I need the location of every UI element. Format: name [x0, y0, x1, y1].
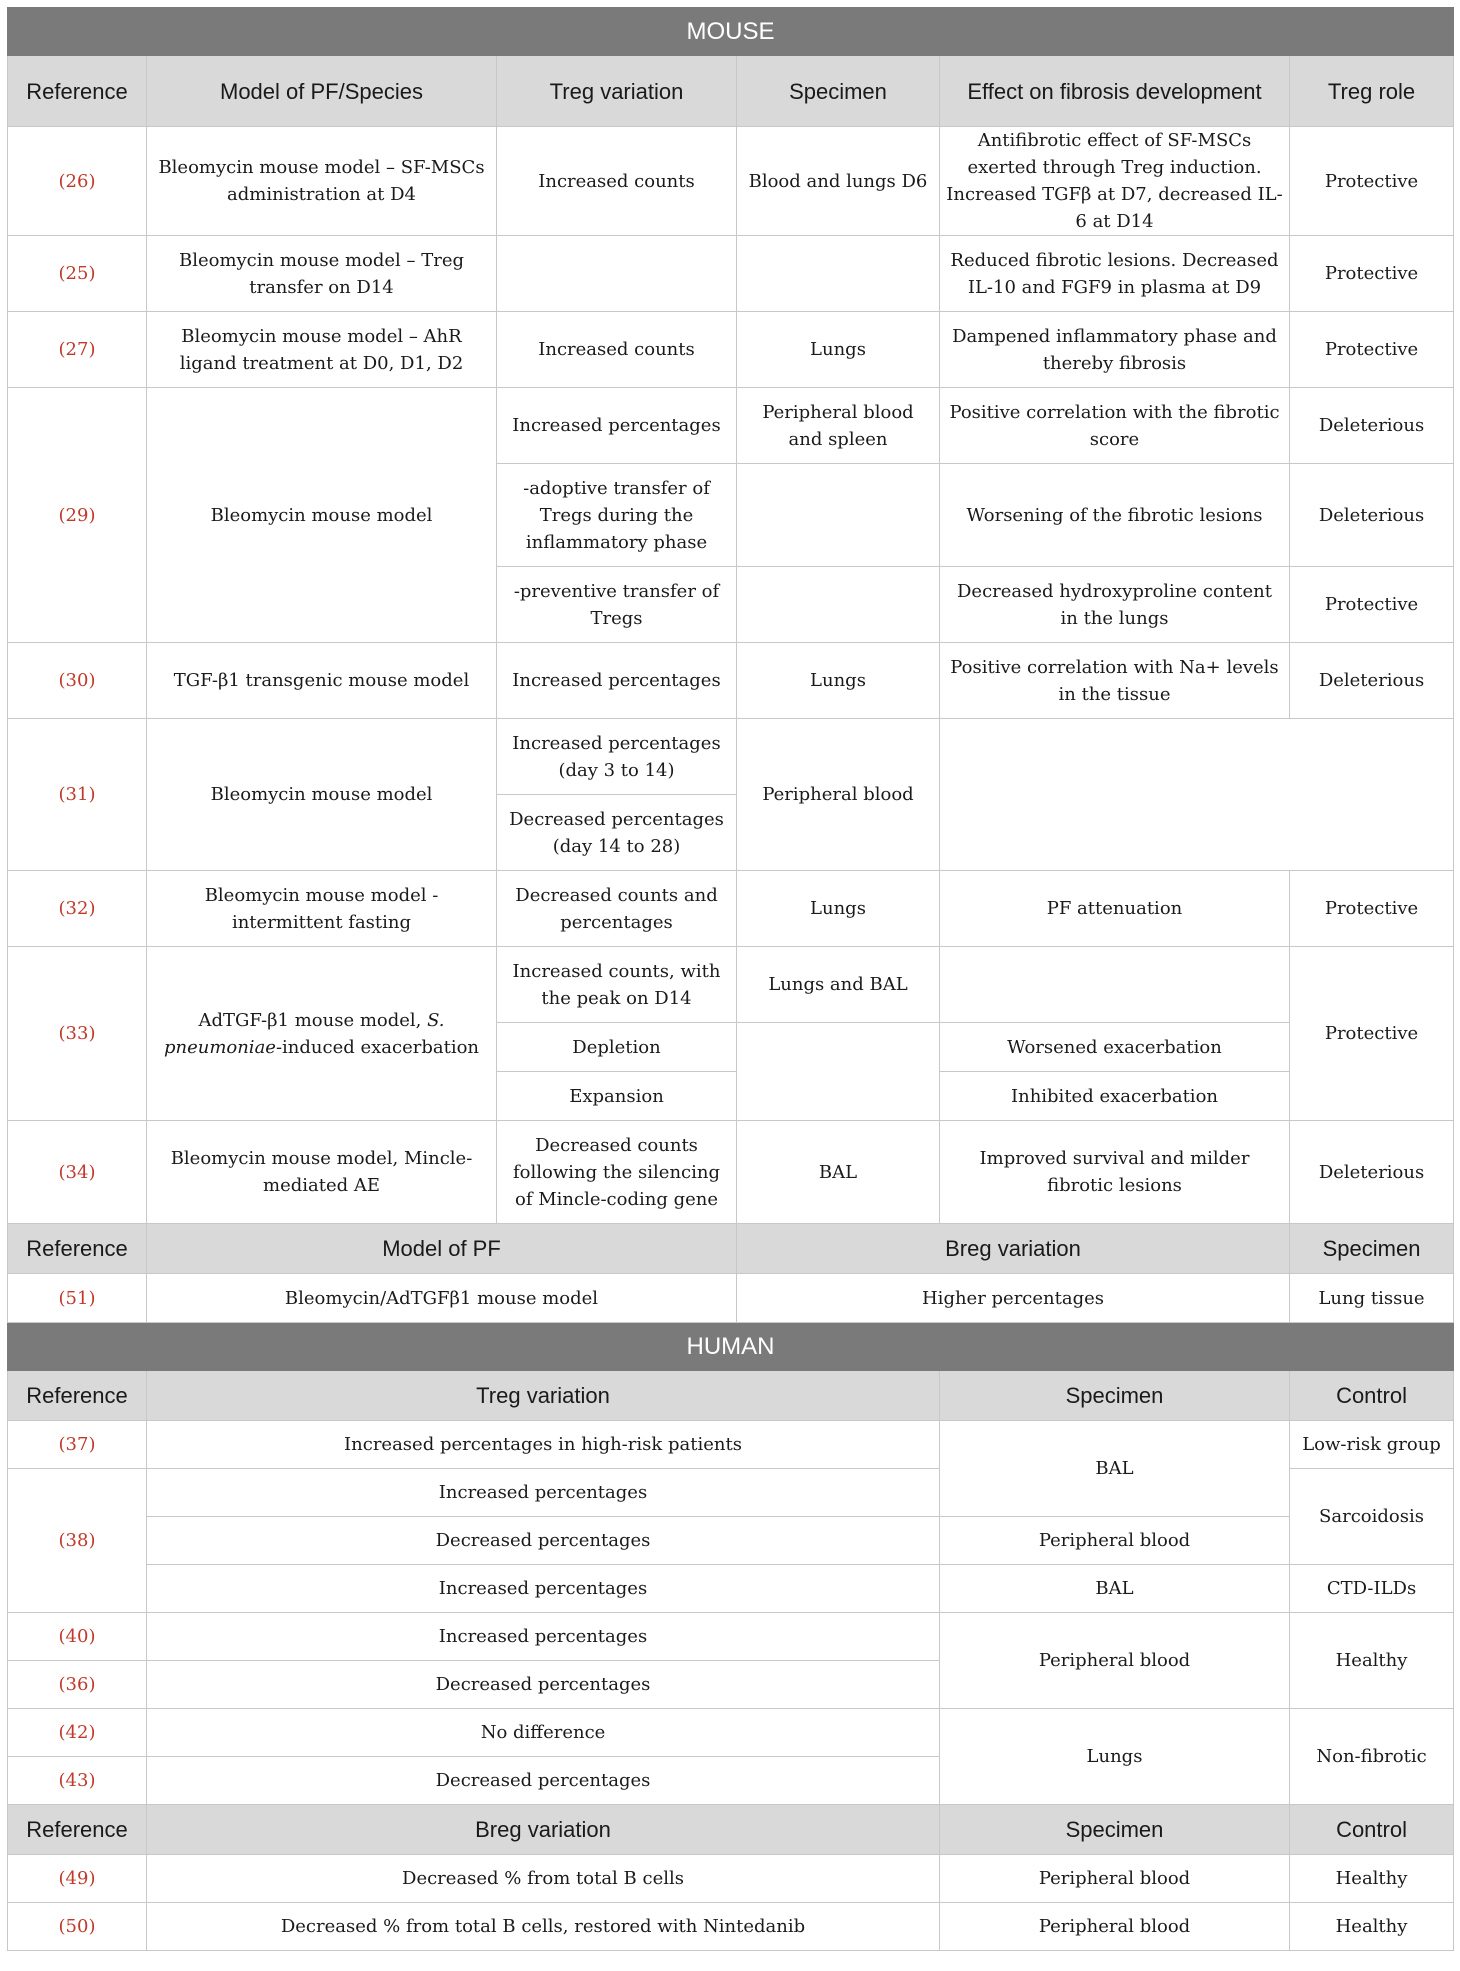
model-cell: Bleomycin mouse model – SF-MSCs administration at D4 [147, 127, 497, 236]
table-row [8, 236, 1454, 312]
role-cell: Deleterious [1290, 464, 1454, 567]
column-header: Control [1290, 1805, 1454, 1855]
specimen-cell: Peripheral blood [940, 1903, 1290, 1951]
model-cell: TGF-β1 transgenic mouse model [147, 643, 497, 719]
column-header: Treg variation [147, 1371, 940, 1421]
reference-link[interactable]: (36) [8, 1661, 147, 1709]
table-row [8, 947, 1454, 1023]
specimen-cell: BAL [737, 1121, 940, 1224]
reference-link[interactable]: (42) [8, 1709, 147, 1757]
treg-cell: Increased percentages [497, 643, 737, 719]
human-section-header [8, 1323, 1454, 1371]
column-header: Effect on fibrosis development [940, 56, 1290, 127]
column-header: Reference [8, 56, 147, 127]
treg-cell: No difference [147, 1709, 940, 1757]
effect-cell: Decreased hydroxyproline content in the lungs [940, 567, 1290, 643]
breg-cell: Decreased % from total B cells [147, 1855, 940, 1903]
specimen-cell [737, 1023, 940, 1121]
table-row [8, 1903, 1454, 1951]
model-cell: Bleomycin/AdTGFβ1 mouse model [147, 1274, 737, 1323]
table-row [8, 643, 1454, 719]
column-header: Treg variation [497, 56, 737, 127]
treg-cell [497, 236, 737, 312]
column-header: Breg variation [737, 1224, 1290, 1274]
reference-link[interactable]: (49) [8, 1855, 147, 1903]
mouse-column-headers [8, 56, 1454, 127]
control-cell: Healthy [1290, 1903, 1454, 1951]
specimen-cell: Lungs and BAL [737, 947, 940, 1023]
role-cell: Deleterious [1290, 1121, 1454, 1224]
specimen-cell: Lung tissue [1290, 1274, 1454, 1323]
role-cell: Protective [1290, 871, 1454, 947]
specimen-cell [737, 464, 940, 567]
role-cell: Protective [1290, 236, 1454, 312]
breg-cell: Higher percentages [737, 1274, 1290, 1323]
column-header: Specimen [940, 1805, 1290, 1855]
column-header: Treg role [1290, 56, 1454, 127]
specimen-cell: Peripheral blood [737, 719, 940, 871]
treg-breg-table [7, 7, 1454, 1951]
treg-cell: Increased percentages (day 3 to 14) [497, 719, 737, 795]
treg-cell: Increased counts [497, 127, 737, 236]
effect-cell: Positive correlation with Na+ levels in the tissue [940, 643, 1290, 719]
reference-link[interactable]: (38) [8, 1469, 147, 1613]
role-cell: Deleterious [1290, 643, 1454, 719]
specimen-cell: BAL [940, 1565, 1290, 1613]
table-row [8, 1565, 1454, 1613]
role-cell: Protective [1290, 947, 1454, 1121]
control-cell: Non-fibrotic [1290, 1709, 1454, 1805]
reference-link[interactable]: (31) [8, 719, 147, 871]
reference-link[interactable]: (25) [8, 236, 147, 312]
empty-cell [940, 719, 1454, 871]
specimen-cell: Lungs [737, 312, 940, 388]
effect-cell: Dampened inflammatory phase and thereby fibrosis [940, 312, 1290, 388]
model-cell: Bleomycin mouse model [147, 388, 497, 643]
specimen-cell: BAL [940, 1421, 1290, 1517]
human-column-headers [8, 1371, 1454, 1421]
treg-cell: Increased percentages [497, 388, 737, 464]
reference-link[interactable]: (33) [8, 947, 147, 1121]
table-row [8, 1517, 1454, 1565]
column-header: Specimen [737, 56, 940, 127]
effect-cell: Improved survival and milder fibrotic lesions [940, 1121, 1290, 1224]
reference-link[interactable]: (32) [8, 871, 147, 947]
specimen-cell: Peripheral blood [940, 1613, 1290, 1709]
column-header: Specimen [940, 1371, 1290, 1421]
reference-link[interactable]: (30) [8, 643, 147, 719]
table-row [8, 1855, 1454, 1903]
table-row [8, 719, 1454, 795]
effect-cell: Positive correlation with the fibrotic score [940, 388, 1290, 464]
treg-cell: Increased percentages [147, 1613, 940, 1661]
effect-cell [940, 947, 1290, 1023]
role-cell: Protective [1290, 127, 1454, 236]
treg-cell: Increased percentages in high-risk patients [147, 1421, 940, 1469]
specimen-cell: Blood and lungs D6 [737, 127, 940, 236]
treg-cell: Increased counts, with the peak on D14 [497, 947, 737, 1023]
role-cell: Protective [1290, 312, 1454, 388]
table-row [8, 1274, 1454, 1323]
effect-cell: Antifibrotic effect of SF-MSCs exerted through Treg induction. Increased TGFβ at D7, decreased IL-6 at D14 [940, 127, 1290, 236]
human-title: HUMAN [8, 1323, 1454, 1371]
model-cell: Bleomycin mouse model, Mincle-mediated AE [147, 1121, 497, 1224]
table-row [8, 1421, 1454, 1469]
reference-link[interactable]: (51) [8, 1274, 147, 1323]
treg-cell: Decreased counts and percentages [497, 871, 737, 947]
treg-cell: Decreased percentages [147, 1757, 940, 1805]
treg-cell: Decreased percentages [147, 1517, 940, 1565]
model-cell: Bleomycin mouse model – Treg transfer on D14 [147, 236, 497, 312]
mouse-section-header [8, 8, 1454, 56]
model-species-italic: S. pneumoniae [163, 1009, 445, 1058]
reference-link[interactable]: (43) [8, 1757, 147, 1805]
column-header: Specimen [1290, 1224, 1454, 1274]
reference-link[interactable]: (29) [8, 388, 147, 643]
table-row [8, 312, 1454, 388]
specimen-cell: Lungs [737, 643, 940, 719]
table-row [8, 127, 1454, 236]
control-cell: Sarcoidosis [1290, 1469, 1454, 1565]
treg-cell: Increased percentages [147, 1469, 940, 1517]
model-cell: Bleomycin mouse model - intermittent fasting [147, 871, 497, 947]
reference-link[interactable]: (26) [8, 127, 147, 236]
human-breg-headers [8, 1805, 1454, 1855]
mouse-breg-headers [8, 1224, 1454, 1274]
reference-link[interactable]: (34) [8, 1121, 147, 1224]
treg-cell: Increased counts [497, 312, 737, 388]
treg-cell: -preventive transfer of Tregs [497, 567, 737, 643]
reference-link[interactable]: (27) [8, 312, 147, 388]
reference-link[interactable]: (40) [8, 1613, 147, 1661]
specimen-cell: Peripheral blood and spleen [737, 388, 940, 464]
table-row [8, 871, 1454, 947]
specimen-cell: Lungs [737, 871, 940, 947]
treg-cell: Expansion [497, 1072, 737, 1121]
control-cell: CTD-ILDs [1290, 1565, 1454, 1613]
table-row [8, 1709, 1454, 1757]
model-cell [147, 947, 497, 1121]
control-cell: Low-risk group [1290, 1421, 1454, 1469]
treg-cell: Increased percentages [147, 1565, 940, 1613]
specimen-cell: Peripheral blood [940, 1517, 1290, 1565]
treg-cell: -adoptive transfer of Tregs during the inflammatory phase [497, 464, 737, 567]
treg-cell: Decreased counts following the silencing of Mincle-coding gene [497, 1121, 737, 1224]
model-cell: Bleomycin mouse model – AhR ligand treatment at D0, D1, D2 [147, 312, 497, 388]
column-header: Reference [8, 1805, 147, 1855]
specimen-cell [737, 236, 940, 312]
control-cell: Healthy [1290, 1613, 1454, 1709]
table-page [7, 7, 1453, 1951]
role-cell: Deleterious [1290, 388, 1454, 464]
effect-cell: Reduced fibrotic lesions. Decreased IL-10 and FGF9 in plasma at D9 [940, 236, 1290, 312]
effect-cell: Worsening of the fibrotic lesions [940, 464, 1290, 567]
role-cell: Protective [1290, 567, 1454, 643]
mouse-title: MOUSE [8, 8, 1454, 56]
model-cell: Bleomycin mouse model [147, 719, 497, 871]
table-row [8, 1613, 1454, 1661]
table-row [8, 1121, 1454, 1224]
control-cell: Healthy [1290, 1855, 1454, 1903]
column-header: Model of PF/Species [147, 56, 497, 127]
reference-link[interactable]: (50) [8, 1903, 147, 1951]
model-text: AdTGF-β1 mouse model, [198, 1009, 428, 1031]
effect-cell: Inhibited exacerbation [940, 1072, 1290, 1121]
effect-cell: Worsened exacerbation [940, 1023, 1290, 1072]
specimen-cell: Lungs [940, 1709, 1290, 1805]
model-text: -induced exacerbation [275, 1036, 480, 1058]
column-header: Reference [8, 1371, 147, 1421]
treg-cell: Depletion [497, 1023, 737, 1072]
breg-cell: Decreased % from total B cells, restored with Nintedanib [147, 1903, 940, 1951]
column-header: Control [1290, 1371, 1454, 1421]
reference-link[interactable]: (37) [8, 1421, 147, 1469]
specimen-cell: Peripheral blood [940, 1855, 1290, 1903]
column-header: Model of PF [147, 1224, 737, 1274]
specimen-cell [737, 567, 940, 643]
column-header: Reference [8, 1224, 147, 1274]
effect-cell: PF attenuation [940, 871, 1290, 947]
treg-cell: Decreased percentages [147, 1661, 940, 1709]
table-row [8, 388, 1454, 464]
treg-cell: Decreased percentages (day 14 to 28) [497, 795, 737, 871]
column-header: Breg variation [147, 1805, 940, 1855]
